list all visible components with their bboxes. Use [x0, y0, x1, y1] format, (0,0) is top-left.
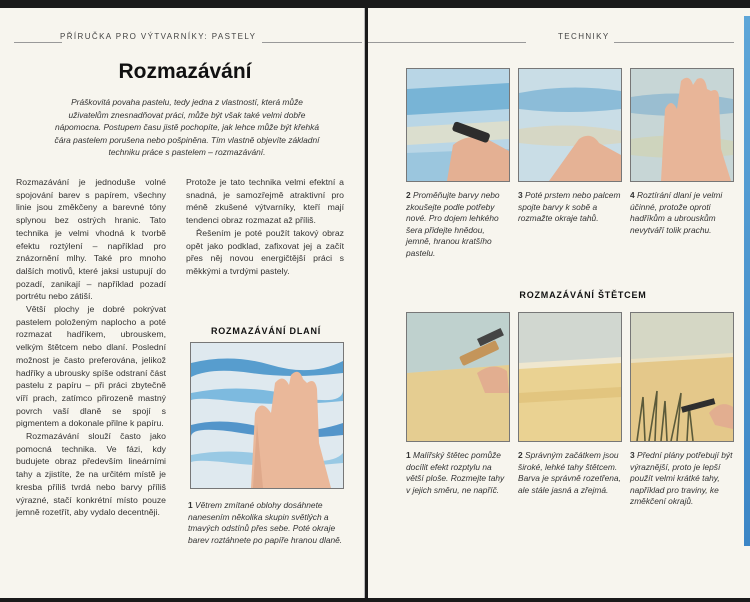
intro-text: Práškovitá povaha pastelu, tedy jedna z vlastností, která může uživatelům znesnadňovat práci, může být však také velmi dobře nápomocna. Postupem času jistě pochopíte, jak lehce může být křehká čára pastelem porušena nebo pošpiněna. Tím vlastně objevíte základní techniku práce s pastelem – rozmazávání. [54, 97, 320, 157]
step-number: 4 [630, 190, 635, 200]
step-number: 1 [406, 450, 411, 460]
step-number: 2 [518, 450, 523, 460]
header-rule [614, 42, 734, 43]
photo-brush-strokes [518, 312, 622, 442]
photo-caption [188, 500, 350, 546]
photo-pastel-layers [406, 68, 510, 182]
running-header-left: PŘÍRUČKA PRO VÝTVARNÍKY: PASTELY [60, 32, 257, 41]
header-rule [14, 42, 62, 43]
paragraph: Řešením je poté použít takový obraz opět jako podklad, zafixovat jej a začít přes něj novou energičtější práci s měkkými a tvrdými pastely. [186, 227, 344, 276]
body-column-2 [186, 176, 344, 278]
caption-text: Proměňujte barvy nebo zkoušejte podle potřeby nové. Pro dojem lehkého šera přidejte hnědou, jemně, hranou kratšího pastelu. [406, 190, 500, 258]
step-caption [630, 190, 734, 236]
paragraph: Rozmazávání je jednoduše volné spojování barev s papírem, všechny linie jsou změkčeny a barevné tóny splynou bez ostrých hranic. Tato technika je velmi vhodná k tvorbě efektu roztýlení – například pro znázornění mlhy. Také pro mnoho dalších motivů, které jaksi ustupují do pozadí, zanikají – například pozadí portrétu nebo zátiší. [16, 177, 166, 302]
header-rule [368, 42, 526, 43]
paragraph: Protože je tato technika velmi efektní a snadná, je samozřejmě atraktivní pro méně zkušené výtvarníky, kteří mají tendenci obraz rozmazat až příliš. [186, 177, 344, 226]
step-caption [406, 190, 510, 260]
step-number: 3 [630, 450, 635, 460]
photo-brush-grass [630, 312, 734, 442]
step-caption [630, 450, 734, 508]
photo-brush-diffuse [406, 312, 510, 442]
paragraph: Větší plochy je dobré pokrývat pastelem položeným naplocho a poté rozmazat hadříkem, ubrouskem, velkým štětcem nebo dlaní. Poslední možnost je často preferována, jelikož hadříky a ubrousky spíše odstraní část pastelu z papíru – při práci zbytečně víří prach, zatímco přirozeně mastný povrch vaší dlaně se spojí s pigmentem a dokonale přilne k papíru. [16, 304, 166, 429]
photo-finger-blend [518, 68, 622, 182]
step-number: 3 [518, 190, 523, 200]
caption-text: Poté prstem nebo palcem spojte barvy k sobě a rozmažte okraje tahů. [518, 190, 621, 224]
paragraph: Rozmazávání slouží často jako pomocná technika. Ve fázi, kdy budujete obraz především lineárními tahy a zjistíte, že na určitém místě je kresba příliš tvrdá nebo barvy příliš výrazné, stačí konkrétní místo pouze jemně rozetřít, aby vydalo decentněji. [16, 431, 166, 518]
photo-palm-blend [630, 68, 734, 182]
caption-text: Malířský štětec pomůže docílit efekt rozptylu na větší ploše. Rozmejte tahy v jejich směru, ne napříč. [406, 450, 505, 495]
page-title: Rozmazávání [118, 60, 252, 83]
caption-text: Větrem zmítané oblohy dosáhnete nanesením několika skupin světlých a tmavých odstínů přes sebe. Poté okraje barev roztáhnete po papíře hranou dlaně. [188, 500, 343, 545]
running-header-right: TECHNIKY [558, 32, 610, 41]
step-caption [406, 450, 510, 496]
section-heading-brush: ROZMAZÁVÁNÍ ŠTĚTCEM [519, 290, 647, 300]
edge-color-band [744, 16, 750, 546]
step-caption [518, 190, 622, 225]
caption-text: Správným začátkem jsou široké, lehké tahy štětcem. Barva je správně rozetřena, ale stále jasná a zřejmá. [518, 450, 621, 495]
body-column-1 [16, 176, 166, 519]
step-number: 1 [188, 500, 193, 510]
section-heading-palm: ROZMAZÁVÁNÍ DLANÍ [210, 326, 322, 336]
palm-smudging-photo [190, 342, 344, 489]
step-number: 2 [406, 190, 411, 200]
caption-text: Přední plány potřebují být výraznější, proto je lepší použít velmi krátké tahy, například pro traviny, ke změkčení okrajů. [630, 450, 733, 507]
caption-text: Roztírání dlaní je velmi účinné, protože oproti hadříkům a ubrouskům nevytváří tolik prachu. [630, 190, 723, 235]
step-caption [518, 450, 622, 496]
header-rule [262, 42, 362, 43]
left-page [0, 8, 365, 598]
right-page [368, 8, 750, 598]
